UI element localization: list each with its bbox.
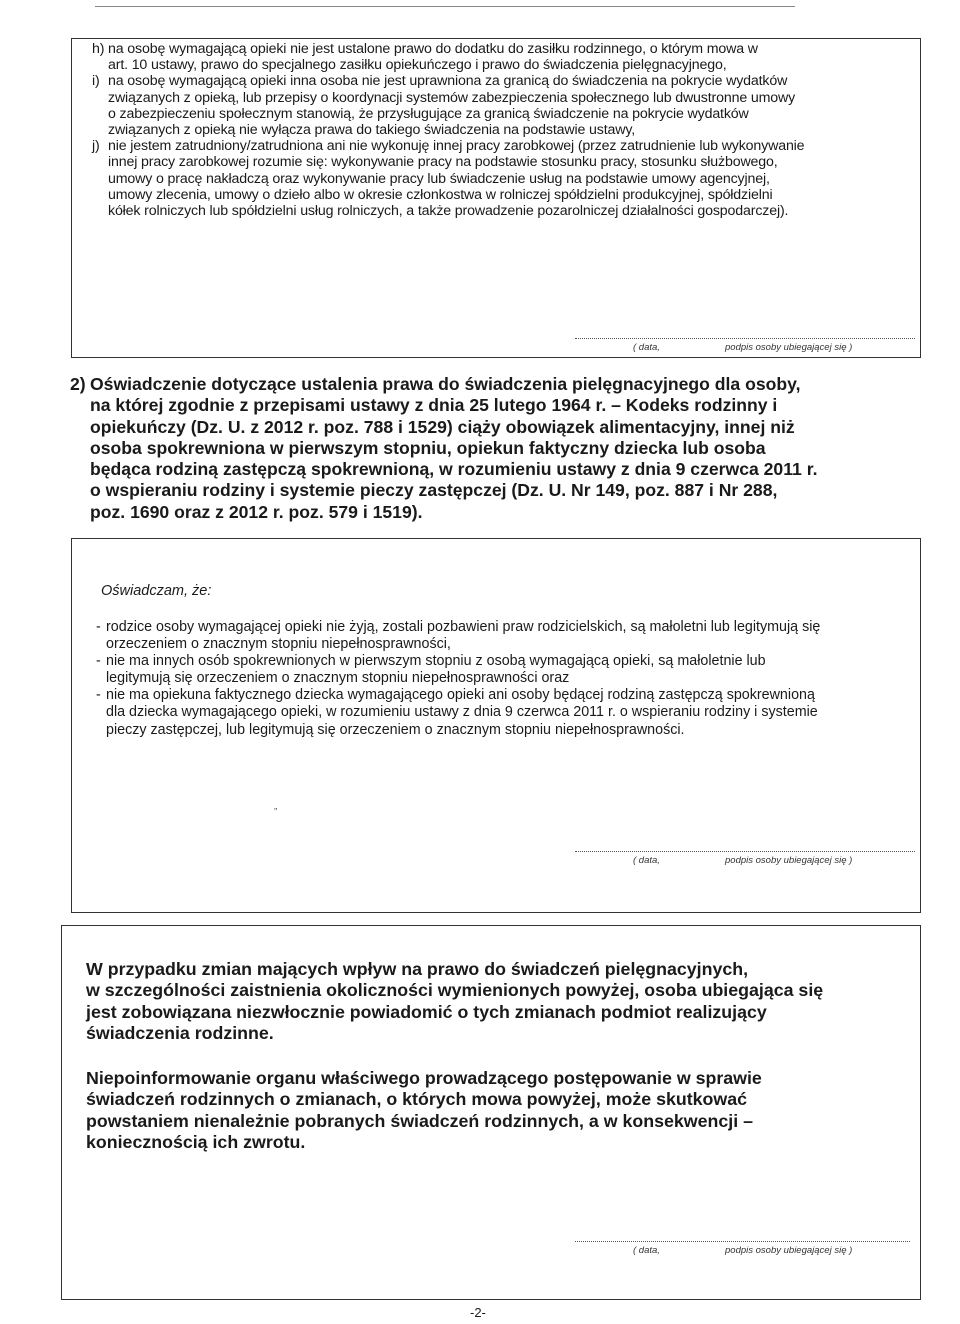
notice-line: świadczeń rodzinnych o zmianach, o których mowa powyżej, może skutkować [86,1089,748,1110]
list-line: rodzice osoby wymagającej opieki nie żyją, zostali pozbawieni praw rodzicielskich, są małoletni lub legitymują się [106,619,821,635]
item-i-label: i) [92,73,100,90]
item-i-line: o zabezpieczeniu społecznym stanowią, że przysługujące za granicą świadczenie na pokrycie wydatków [108,105,749,122]
notice-line: W przypadku zmian mających wpływ na prawo do świadczeń pielęgnacyjnych, [86,959,749,979]
notice-line: powstaniem nienależnie pobranych świadczeń rodzinnych, a w konsekwencji – [86,1110,753,1131]
section1-text [92,41,922,219]
item-j-label: j) [92,138,100,155]
list-dash: - [96,619,101,635]
signature-date-label: ( data, [633,342,660,353]
page-number: -2- [470,1305,486,1320]
list-item [96,619,916,636]
item-i [92,73,922,138]
signature-date-label: ( data, [633,855,660,866]
signature-dotted-line [575,851,915,852]
section2-heading-line: na której zgodnie z przepisami ustawy z dnia 25 lutego 1964 r. – Kodeks rodzinny i [90,395,778,416]
signature-sign-label: podpis osoby ubiegającej się ) [725,342,853,353]
signature-date-label: ( data, [633,1245,660,1256]
notice-line: w szczególności zaistnienia okoliczności wymienionych powyżej, osoba ubiegająca się [86,980,824,1001]
section2-heading-line: poz. 1690 oraz z 2012 r. poz. 579 i 1519). [90,501,423,522]
list-line: dla dziecka wymagającego opieki, w rozumieniu ustawy z dnia 9 czerwca 2011 r. o wspieraniu rodziny i systemie [106,704,818,721]
list-line: nie ma opiekuna faktycznego dziecka wymagającego opieki ani osoby będącej rodziną zastępczą spokrewnioną [106,687,815,704]
list-line: pieczy zastępczej, lub legitymują się orzeczeniem o znacznym stopniu niepełnosprawności. [106,721,685,738]
section2-heading-line: będąca rodziną zastępczą spokrewnioną, w rozumieniu ustawy z dnia 9 czerwca 2011 r. [90,459,818,480]
section2-heading-line: opiekuńczy (Dz. U. z 2012 r. poz. 788 i 1529) ciąży obowiązek alimentacyjny, innej niż [90,416,795,437]
list-item-cont [96,722,916,739]
item-j [92,138,922,219]
section2-heading-line: o wspieraniu rodziny i systemie pieczy zastępczej (Dz. U. Nr 149, poz. 887 i Nr 288, [90,480,778,501]
list-item [96,653,916,670]
item-i-line: związanych z opieką, lub przepisy o koordynacji systemów zabezpieczenia społecznego lub dwustronne umowy [108,89,796,106]
list-line: nie ma innych osób spokrewnionych w pierwszym stopniu z osobą wymagającą opieki, są małoletnie lub [106,653,766,670]
notice-paragraph-2 [86,1068,901,1153]
notice-paragraph-1 [86,959,901,1044]
signature-dotted-line [575,338,915,339]
list-item-cont [96,704,916,721]
notice-line: Niepoinformowanie organu właściwego prowadzącego postępowanie w sprawie [86,1068,762,1088]
section2-heading-line: Oświadczenie dotyczące ustalenia prawa do świadczenia pielęgnacyjnego dla osoby, [90,374,801,394]
item-h [92,41,922,73]
item-j-line: kółek rolniczych lub spółdzielni usług rolniczych, a także prowadzenie pozarolniczej działalności gospodarczej). [108,203,789,220]
signature-sign-label: podpis osoby ubiegającej się ) [725,1245,853,1256]
notice-line: jest zobowiązana niezwłocznie powiadomić o tych zmianach podmiot realizujący [86,1001,767,1022]
list-item [96,687,916,704]
item-j-line: umowy zlecenia, umowy o dzieło albo w okresie członkostwa w rolniczej spółdzielni produkcyjnej, spółdzielni [108,186,773,203]
declaration-intro: Oświadczam, że: [101,583,212,599]
item-j-line: umowy o pracę nakładczą oraz wykonywanie pracy lub świadczenie usług na podstawie umowy agencyjnej, [108,170,770,187]
item-i-line: związanych z opieką nie wyłącza prawa do takiego świadczenia na podstawie ustawy, [108,122,636,139]
item-j-line: nie jestem zatrudniony/zatrudniona ani nie wykonuję innej pracy zarobkowej (przez zatrudnienie lub wykonywanie [108,138,805,155]
notice-line: świadczenia rodzinne. [86,1022,274,1043]
list-dash: - [96,687,101,704]
list-item-cont [96,636,916,653]
signature-sign-label: podpis osoby ubiegającej się ) [725,855,853,866]
section2-heading [70,374,910,523]
section2-number: 2) [70,374,86,394]
list-dash: - [96,653,101,670]
list-line: legitymują się orzeczeniem o znacznym stopniu niepełnosprawności oraz [106,670,570,687]
list-item-cont [96,670,916,687]
item-h-label: h) [92,41,105,57]
item-i-line: na osobę wymagającą opieki inna osoba nie jest uprawniona za granicą do świadczenia na pokrycie wydatków [108,73,788,90]
list-line: orzeczeniem o znacznym stopniu niepełnosprawności, [106,636,451,653]
item-h-line: art. 10 ustawy, prawo do specjalnego zasiłku opiekuńczego i prawo do świadczenia pielęgnacyjnego, [108,57,727,74]
item-h-line: na osobę wymagającą opieki nie jest ustalone prawo do dodatku do zasiłku rodzinnego, o którym mowa w [108,41,758,57]
signature-dotted-line [575,1241,910,1242]
declaration-list [96,619,916,739]
notice-line: koniecznością ich zwrotu. [86,1131,306,1152]
section2-heading-line: osoba spokrewniona w pierwszym stopniu, opiekun faktyczny dziecka lub osoba [90,437,766,458]
item-j-line: innej pracy zarobkowej rozumie się: wykonywanie pracy na podstawie stosunku pracy, stosunku służbowego, [108,154,778,171]
stray-mark: „ [274,801,278,812]
top-rule [95,6,795,7]
